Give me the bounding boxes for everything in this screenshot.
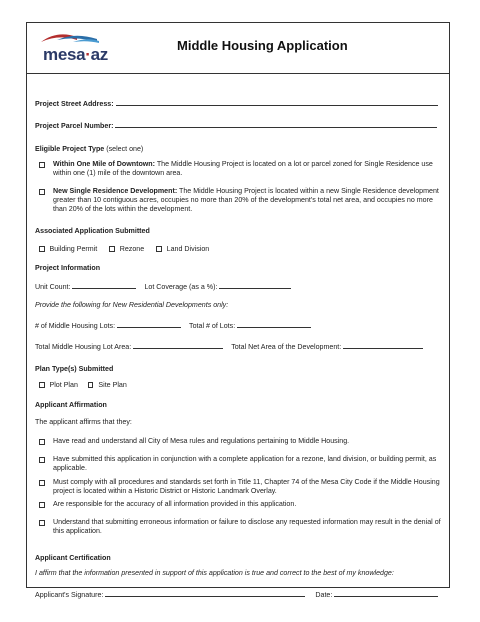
net-area-label: Total Net Area of the Development: — [231, 343, 342, 351]
middle-housing-lots-field[interactable] — [117, 320, 181, 328]
certification-heading: Applicant Certification — [35, 554, 111, 562]
plan-type-heading: Plan Type(s) Submitted — [35, 365, 114, 373]
project-type-heading: Eligible Project Type (select one) — [35, 145, 144, 153]
middle-housing-area-field[interactable] — [133, 341, 223, 349]
checkbox[interactable] — [88, 382, 94, 388]
affirmation-intro: The applicant affirms that they: — [35, 418, 132, 426]
affirmation-item[interactable]: Have submitted this application in conjunction with a complete application for a rezone, land division, or building permit, as applicable. — [39, 455, 443, 473]
parcel-number-row — [35, 120, 437, 131]
checkbox[interactable] — [39, 189, 45, 195]
street-address-label: Project Street Address: — [35, 100, 114, 108]
checkbox[interactable] — [39, 520, 45, 526]
checkbox[interactable] — [156, 246, 162, 252]
area-row — [35, 341, 423, 352]
signature-field[interactable] — [105, 589, 305, 597]
plan-type-options — [39, 381, 127, 390]
parcel-number-label: Project Parcel Number: — [35, 122, 114, 130]
signature-label: Applicant's Signature: — [35, 591, 104, 599]
affirmation-item[interactable]: Have read and understand all City of Mesa rules and regulations pertaining to Middle Housing. — [39, 437, 443, 446]
unit-count-row — [35, 281, 291, 292]
checkbox[interactable] — [109, 246, 115, 252]
signature-row — [35, 589, 438, 600]
total-lots-field[interactable] — [237, 320, 311, 328]
page-title: Middle Housing Application — [177, 38, 348, 53]
checkbox[interactable] — [39, 162, 45, 168]
project-info-heading: Project Information — [35, 264, 101, 272]
lot-coverage-field[interactable] — [219, 281, 291, 289]
lot-coverage-label: Lot Coverage (as a %): — [144, 283, 218, 291]
unit-count-field[interactable] — [72, 281, 136, 289]
net-area-field[interactable] — [343, 341, 423, 349]
certification-statement: I affirm that the information presented in support of this application is true and correct to the best of my knowledge: — [35, 569, 394, 577]
project-type-option-downtown[interactable]: Within One Mile of Downtown: The Middle Housing Project is located on a lot or parcel zoned for Single Residence use within one (1) mile of the downtown area. — [39, 160, 443, 178]
street-address-row — [35, 98, 438, 109]
unit-count-label: Unit Count: — [35, 283, 71, 291]
middle-housing-area-label: Total Middle Housing Lot Area: — [35, 343, 132, 351]
total-lots-label: Total # of Lots: — [189, 322, 236, 330]
application-form — [26, 22, 450, 599]
checkbox[interactable] — [39, 439, 45, 445]
affirmation-item[interactable]: Understand that submitting erroneous information or failure to disclose any requested information may result in the denial of this application. — [39, 518, 443, 536]
parcel-number-field[interactable] — [115, 120, 437, 128]
rezone-option[interactable]: Rezone — [119, 245, 145, 253]
plot-plan-option[interactable]: Plot Plan — [49, 381, 78, 389]
date-field[interactable] — [334, 589, 438, 597]
checkbox[interactable] — [39, 246, 45, 252]
middle-housing-lots-label: # of Middle Housing Lots: — [35, 322, 116, 330]
associated-options — [39, 245, 209, 254]
checkbox[interactable] — [39, 502, 45, 508]
affirmation-item[interactable]: Must comply with all procedures and standards set forth in Title 11, Chapter 74 of the Mesa City Code if the Middle Housing project is located within a Historic District or Historic Landmark Overlay. — [39, 478, 443, 496]
checkbox[interactable] — [39, 480, 45, 486]
checkbox[interactable] — [39, 457, 45, 463]
mesa-az-logo — [37, 28, 107, 70]
date-label: Date: — [315, 591, 333, 599]
checkbox[interactable] — [39, 382, 45, 388]
associated-heading: Associated Application Submitted — [35, 227, 150, 235]
lots-row — [35, 320, 311, 331]
affirmation-item[interactable]: Are responsible for the accuracy of all information provided in this application. — [39, 500, 443, 509]
form-header — [27, 23, 449, 74]
site-plan-option[interactable]: Site Plan — [98, 381, 127, 389]
street-address-field[interactable] — [116, 98, 438, 106]
land-division-option[interactable]: Land Division — [166, 245, 210, 253]
new-development-note: Provide the following for New Residential Developments only: — [35, 301, 229, 309]
affirmation-heading: Applicant Affirmation — [35, 401, 107, 409]
project-type-option-new-development[interactable]: New Single Residence Development: The Middle Housing Project is located within a new Single Residence development greater than 10 contiguous acres, occupies no more than 20% of the development's total net area, and occupies no more than 20% of the lots within the development. — [39, 187, 443, 214]
logo-wordmark: mesa·az — [43, 45, 109, 64]
building-permit-option[interactable]: Building Permit — [49, 245, 98, 253]
